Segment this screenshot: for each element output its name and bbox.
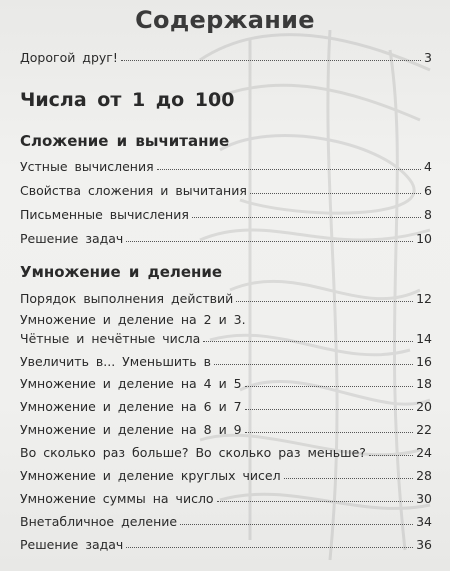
toc-item[interactable] xyxy=(20,204,432,222)
toc-item[interactable] xyxy=(20,511,432,529)
toc-item-page: 3 xyxy=(424,50,432,65)
toc-item-page: 16 xyxy=(416,354,432,369)
toc-item-label: Решение задач xyxy=(20,537,124,552)
toc-item-page: 6 xyxy=(424,183,432,198)
toc-item-page: 12 xyxy=(416,291,432,306)
dot-leader xyxy=(217,501,414,502)
dot-leader xyxy=(203,341,413,342)
dot-leader xyxy=(157,169,421,170)
toc-item[interactable] xyxy=(20,465,432,483)
dot-leader xyxy=(126,241,413,242)
toc-item-label: Умножение и деление на 6 и 7 xyxy=(20,399,242,414)
dot-leader xyxy=(245,432,413,433)
toc-item[interactable] xyxy=(20,288,432,306)
toc-item-page: 20 xyxy=(416,399,432,414)
toc-item-label-line1[interactable]: Умножение и деление на 2 и 3. xyxy=(20,312,246,327)
toc-item-page: 24 xyxy=(416,445,432,460)
toc-item-label: Устные вычисления xyxy=(20,159,154,174)
toc-item-label: Порядок выполнения действий xyxy=(20,291,234,306)
toc-item-page: 14 xyxy=(416,331,432,346)
dot-leader xyxy=(250,193,421,194)
toc-item-page: 30 xyxy=(416,491,432,506)
toc-item-label: Умножение суммы на число xyxy=(20,491,214,506)
toc-item-label: Внетабличное деление xyxy=(20,514,178,529)
toc-item[interactable] xyxy=(20,419,432,437)
toc-item-label: Увеличить в... Уменьшить в xyxy=(20,354,212,369)
dot-leader xyxy=(126,547,413,548)
toc-item-page: 34 xyxy=(416,514,432,529)
subsection-heading: Умножение и деление xyxy=(20,263,223,281)
toc-item[interactable] xyxy=(20,228,432,246)
dot-leader xyxy=(192,217,421,218)
toc-item-intro[interactable] xyxy=(20,47,432,65)
toc-item[interactable] xyxy=(20,396,432,414)
toc-item-label: Решение задач xyxy=(20,231,124,246)
maze-background-illustration xyxy=(180,0,450,571)
toc-item-label: Умножение и деление круглых чисел xyxy=(20,468,281,483)
toc-item[interactable] xyxy=(20,351,432,369)
page-title: Содержание xyxy=(135,6,315,34)
dot-leader xyxy=(214,364,413,365)
toc-item-page: 22 xyxy=(416,422,432,437)
toc-item[interactable] xyxy=(20,180,432,198)
dot-leader xyxy=(245,386,413,387)
toc-item-label: Письменные вычисления xyxy=(20,207,189,222)
toc-item-page: 28 xyxy=(416,468,432,483)
toc-item[interactable] xyxy=(20,156,432,174)
toc-item-page: 18 xyxy=(416,376,432,391)
dot-leader xyxy=(369,455,413,456)
toc-item-page: 4 xyxy=(424,159,432,174)
dot-leader xyxy=(284,478,414,479)
toc-item[interactable] xyxy=(20,534,432,552)
toc-item-label: Дорогой друг! xyxy=(20,50,118,65)
dot-leader xyxy=(121,60,421,61)
dot-leader xyxy=(245,409,413,410)
toc-item-page: 36 xyxy=(416,537,432,552)
subsection-heading: Сложение и вычитание xyxy=(20,132,230,150)
section-heading: Числа от 1 до 100 xyxy=(20,89,235,111)
toc-item-page: 8 xyxy=(424,207,432,222)
dot-leader xyxy=(236,301,413,302)
toc-item-label: Во сколько раз больше? Во сколько раз меньше? xyxy=(20,445,366,460)
toc-item-page: 10 xyxy=(416,231,432,246)
toc-item-label: Умножение и деление на 4 и 5 xyxy=(20,376,242,391)
toc-item[interactable] xyxy=(20,328,432,346)
toc-item-label: Умножение и деление на 8 и 9 xyxy=(20,422,242,437)
toc-item[interactable] xyxy=(20,488,432,506)
toc-item[interactable] xyxy=(20,373,432,391)
dot-leader xyxy=(180,524,413,525)
toc-item-label: Чётные и нечётные числа xyxy=(20,331,201,346)
toc-item[interactable] xyxy=(20,442,432,460)
toc-item-label: Свойства сложения и вычитания xyxy=(20,183,247,198)
